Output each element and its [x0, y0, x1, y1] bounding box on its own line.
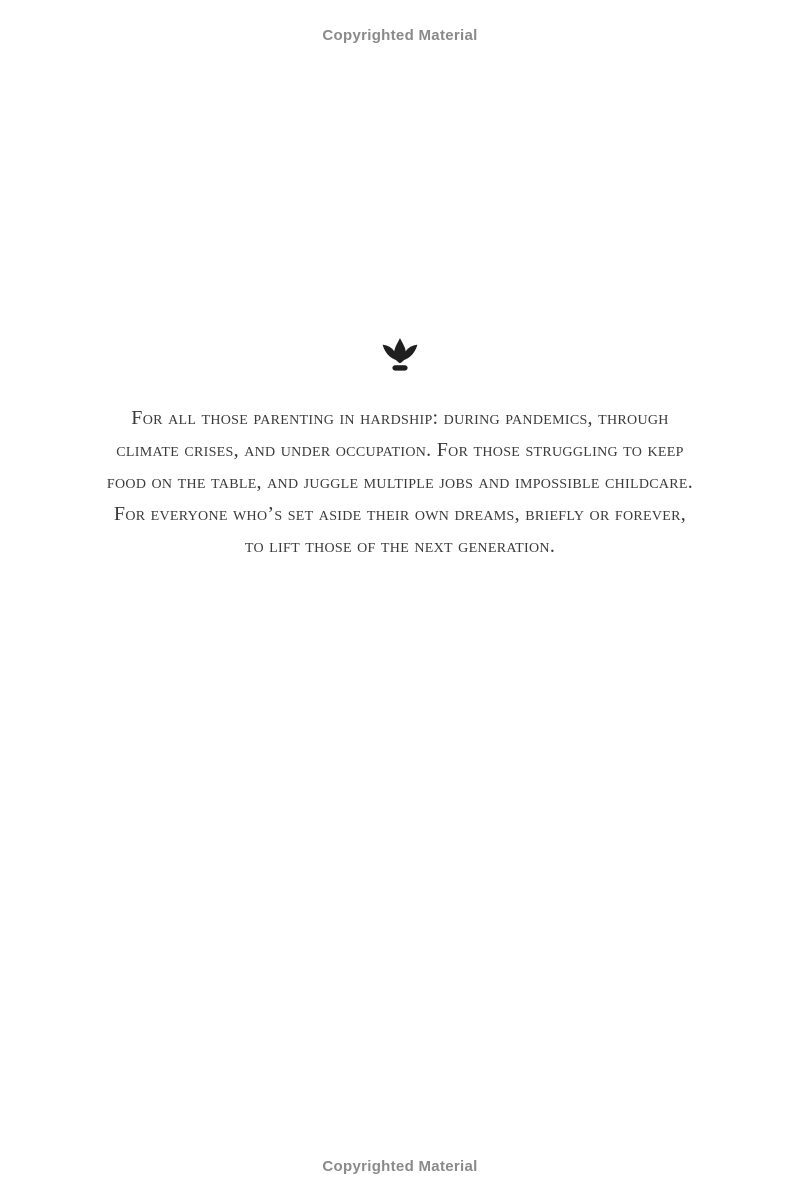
dedication-line: For all those parenting in hardship: during pandemics, through [131, 407, 669, 429]
copyright-notice-top: Copyrighted Material [322, 27, 478, 44]
dedication-line: food on the table, and juggle multiple jobs and impossible childcare. [106, 471, 694, 493]
dedication-line: For everyone who’s set aside their own dreams, briefly or forever, [113, 503, 687, 525]
ornament-container [0, 337, 800, 373]
copyright-notice-bottom: Copyrighted Material [322, 1158, 478, 1175]
dedication-text-block [0, 402, 800, 562]
dedication-line: climate crises, and under occupation. For those struggling to keep [116, 439, 684, 461]
leaf-fleuron-icon [380, 360, 420, 377]
dedication-line: to lift those of the next generation. [244, 535, 556, 557]
